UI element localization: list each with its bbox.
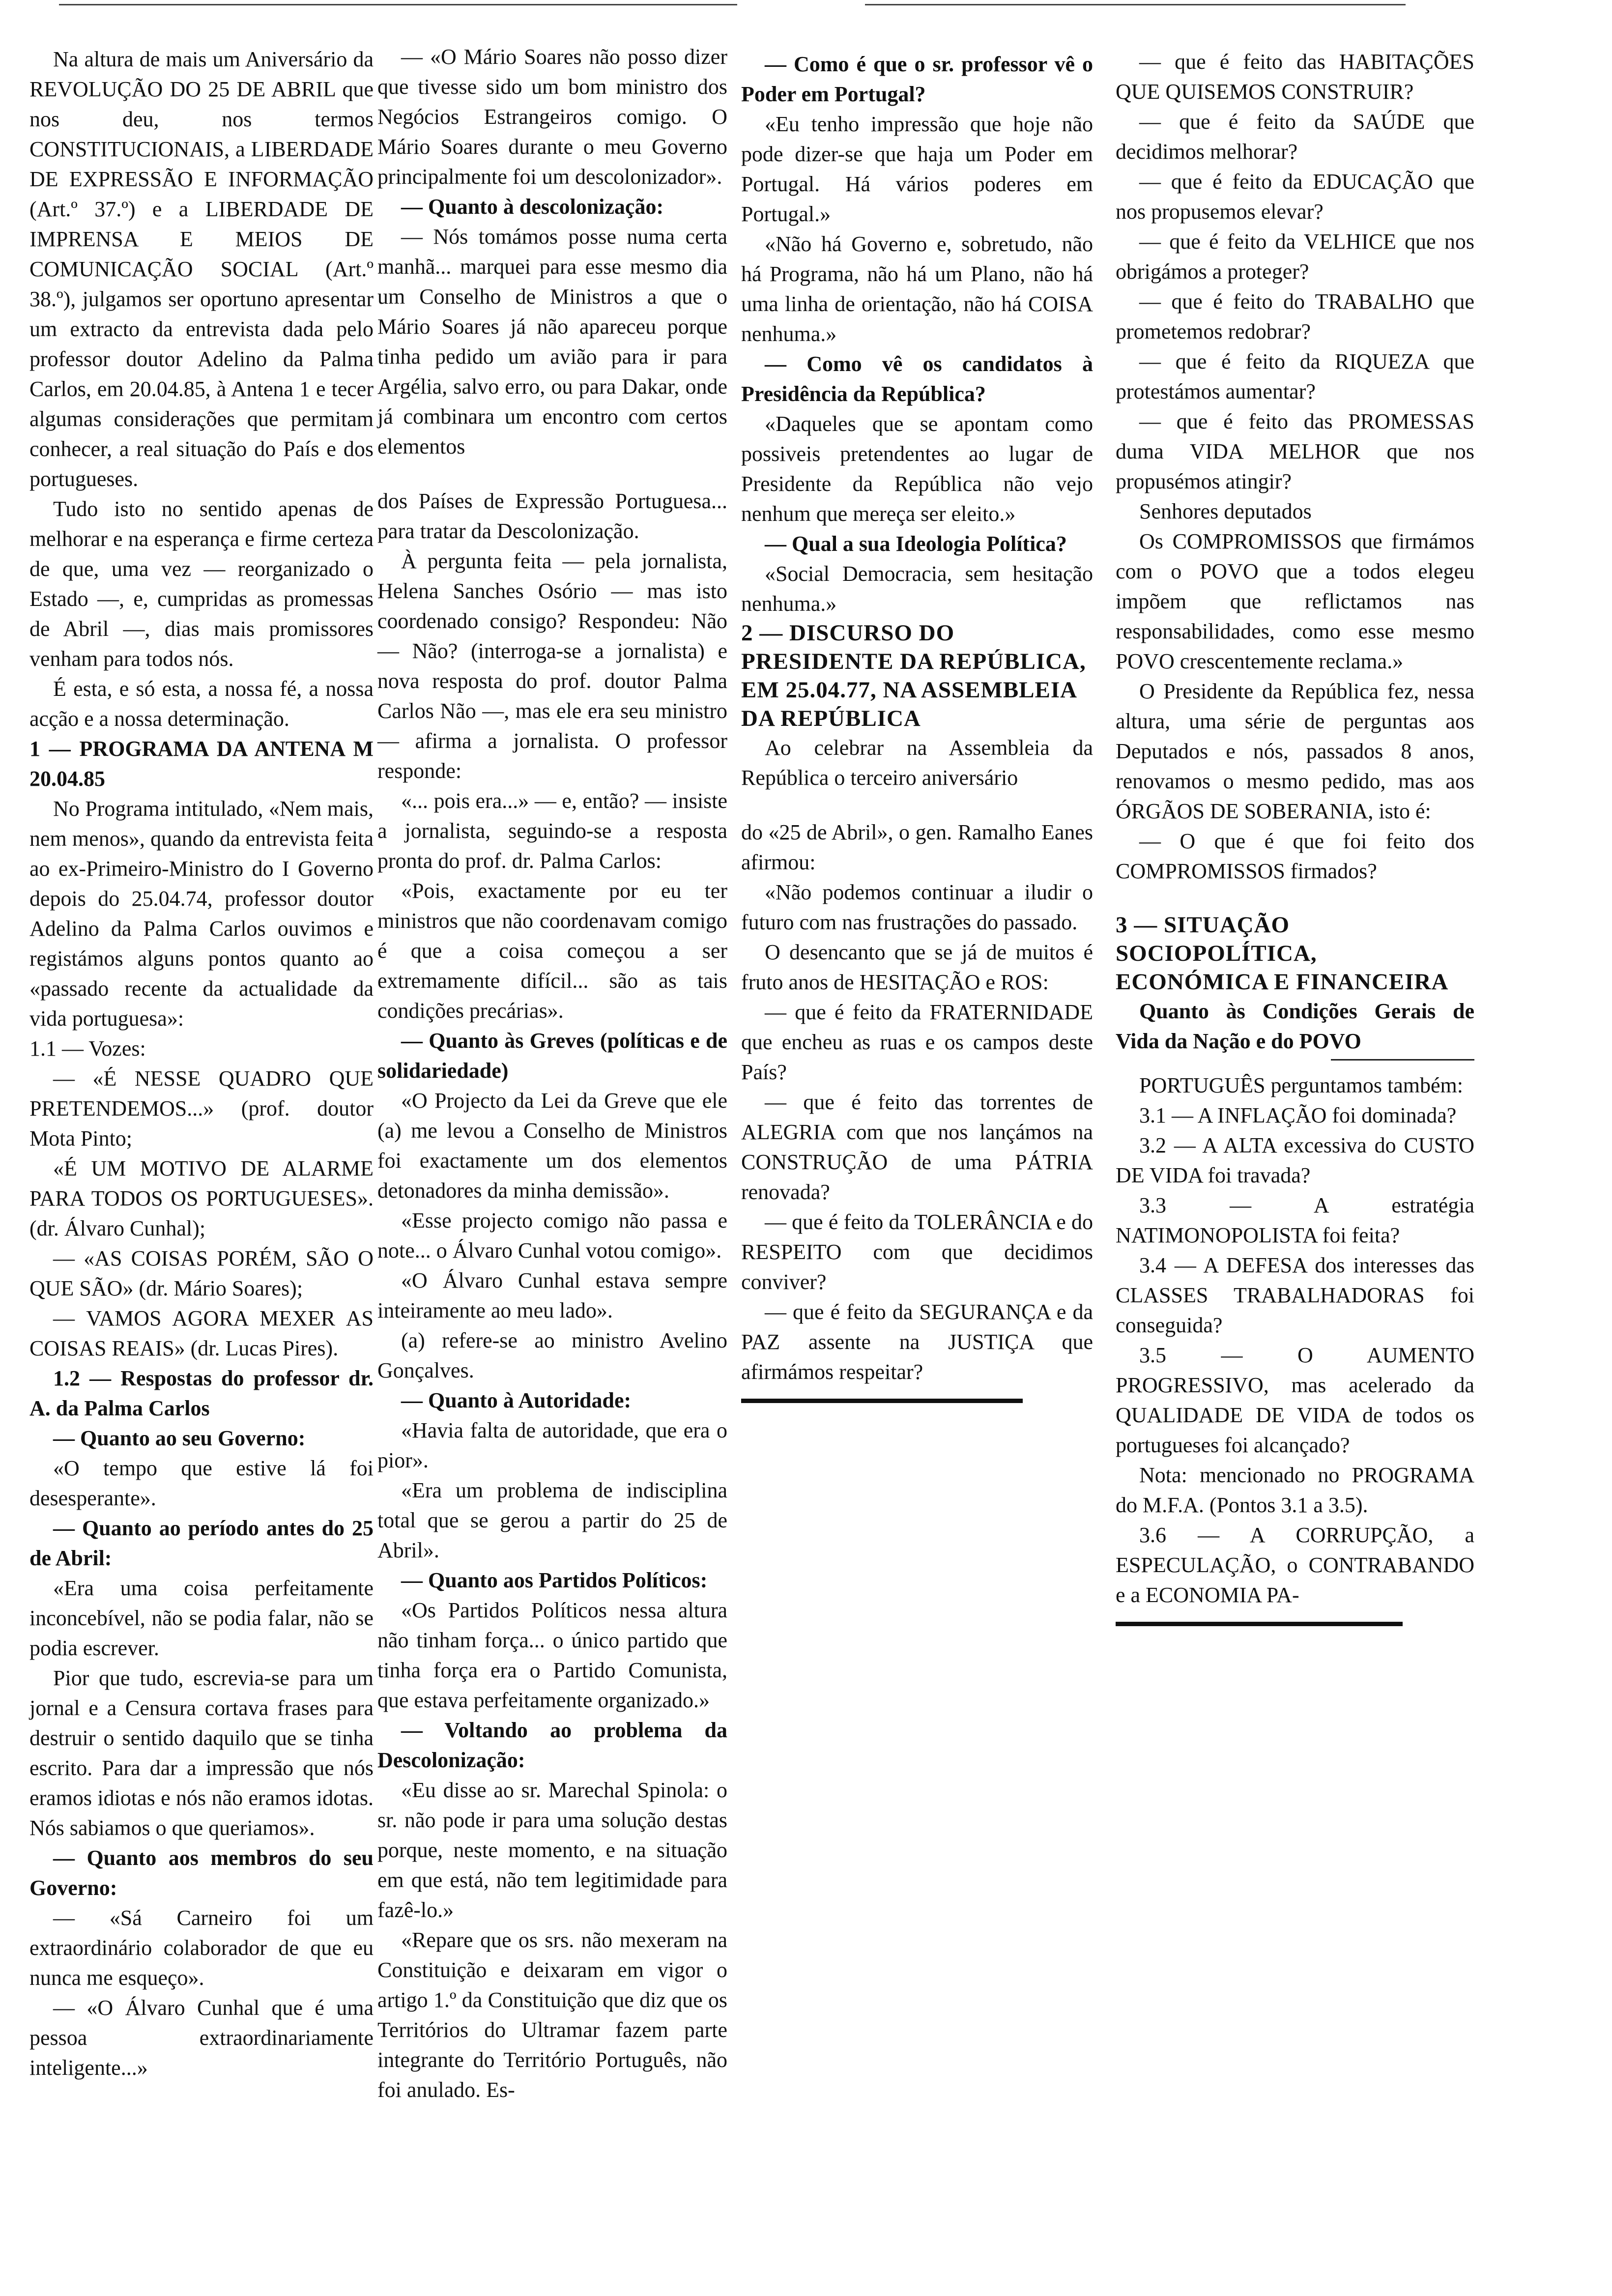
paragraph: — Nós tomámos posse numa certa manhã... marquei para esse mesmo dia um Conselho de Ministros a que o Mário Soares já não apareceu porque tinha pedido um avião para ir para Argélia, salvo erro, ou para Dakar, onde já combinara um encontro com certos elementos bbox=[377, 225, 727, 459]
paragraph: — que é feito da SEGURANÇA e da PAZ assente na JUSTIÇA que afirmámos respeitar? bbox=[741, 1300, 1093, 1384]
paragraph: — «Sá Carneiro foi um extraordinário colaborador de que eu nunca me esqueço». bbox=[29, 1906, 374, 1990]
paragraph: «Social Democracia, sem hesitação nenhuma.» bbox=[741, 562, 1093, 616]
paragraph: 3.4 — A DEFESA dos interesses das CLASSES TRABALHADORAS foi conseguida? bbox=[1116, 1253, 1474, 1337]
column-3 bbox=[741, 49, 1093, 1415]
column-rule bbox=[741, 1399, 1023, 1403]
subheading: 1 — PROGRAMA DA ANTENA M 20.04.85 bbox=[29, 737, 374, 791]
paragraph: É esta, e só esta, a nossa fé, a nossa acção e a nossa determinação. bbox=[29, 677, 374, 731]
subheading: — Quanto aos Partidos Políticos: bbox=[401, 1568, 708, 1592]
paragraph: Os COMPROMISSOS que firmámos com o POVO que a todos elegeu impõem que reflictamos nas responsabilidades, como esse mesmo POVO crescentemente reclama.» bbox=[1116, 529, 1474, 673]
paragraph: O Presidente da República fez, nessa altura, uma série de perguntas aos Deputados e nós, passados 8 anos, renovamos o mesmo pedido, mas aos ÓRGÃOS DE SOBERANIA, isto é: bbox=[1116, 679, 1474, 823]
paragraph: «Eu tenho impressão que hoje não pode dizer-se que haja um Poder em Portugal. Há vários poderes em Portugal.» bbox=[741, 112, 1093, 226]
paragraph: «Daqueles que se apontam como possiveis pretendentes ao lugar de Presidente da República não vejo nenhum que mereça ser eleito.» bbox=[741, 412, 1093, 526]
paragraph: «Pois, exactamente por eu ter ministros que não coordenavam comigo é que a coisa começou a ser extremamente difícil... são as tais condições precárias». bbox=[377, 879, 727, 1023]
paragraph: — que é feito das HABITAÇÕES QUE QUISEMOS CONSTRUIR? bbox=[1116, 50, 1474, 104]
section-heading: 2 — DISCURSO DO PRESIDENTE DA REPÚBLICA, EM 25.04.77, NA ASSEMBLEIA DA REPÚBLICA bbox=[741, 620, 1086, 731]
paragraph: «... pois era...» — e, então? — insiste a jornalista, seguindo-se a resposta pronta do prof. dr. Palma Carlos: bbox=[377, 789, 727, 873]
paragraph: Senhores deputados bbox=[1139, 499, 1312, 523]
subheading: 1.2 — Respostas do professor dr. A. da Palma Carlos bbox=[29, 1366, 374, 1420]
paragraph: No Programa intitulado, «Nem mais, nem menos», quando da entrevista feita ao ex-Primeiro-Ministro do I Governo depois do 25.04.74, professor doutor Adelino da Palma Carlos ouvimos e registámos alguns pontos quanto ao «passado recente da actualidade da vida portuguesa»: bbox=[29, 797, 374, 1031]
paragraph: «O Projecto da Lei da Greve que ele (a) me levou a Conselho de Ministros foi exactamente um dos elementos detonadores da minha demissão». bbox=[377, 1089, 727, 1203]
paragraph: do «25 de Abril», o gen. Ramalho Eanes afirmou: bbox=[741, 820, 1093, 874]
paragraph: 3.3 — A estratégia NATIMONOPOLISTA foi feita? bbox=[1116, 1193, 1474, 1247]
spacer bbox=[377, 461, 727, 486]
column-2 bbox=[377, 42, 727, 2105]
top-rule bbox=[865, 4, 1406, 5]
paragraph: «É UM MOTIVO DE ALARME PARA TODOS OS PORTUGUESES». (dr. Álvaro Cunhal); bbox=[29, 1156, 374, 1240]
column-rule bbox=[1116, 1622, 1403, 1626]
paragraph: PORTUGUÊS perguntamos também: bbox=[1139, 1073, 1463, 1097]
column-rule bbox=[1331, 1059, 1474, 1061]
paragraph: Pior que tudo, escrevia-se para um jornal e a Censura cortava frases para destruir o sentido daquilo que se tinha escrito. Para dar a impressão que nós eramos idiotas e nós não eramos idotas. Nós sabiamos o que queriamos». bbox=[29, 1666, 374, 1840]
paragraph: Tudo isto no sentido apenas de melhorar e na esperança e firme certeza de que, uma vez — reorganizado o Estado —, e, cumpridas as promessas de Abril —, dias mais promissores venham para todos nós. bbox=[29, 497, 374, 671]
subheading: — Como vê os candidatos à Presidência da República? bbox=[741, 352, 1093, 406]
paragraph: 3.5 — O AUMENTO PROGRESSIVO, mas acelerado da QUALIDADE DE VIDA de todos os portugueses foi alcançado? bbox=[1116, 1343, 1474, 1457]
paragraph: À pergunta feita — pela jornalista, Helena Sanches Osório — mas isto coordenado consigo? Respondeu: Não — Não? (interroga-se a jornalista) e nova resposta do prof. doutor Palma Carlos Não —, mas ele era seu ministro — afirma a jornalista. O professor responde: bbox=[377, 549, 727, 783]
paragraph: (a) refere-se ao ministro Avelino Gonçalves. bbox=[377, 1328, 727, 1382]
subheading: — Qual a sua Ideologia Política? bbox=[765, 532, 1067, 556]
column-1 bbox=[29, 44, 374, 2083]
paragraph: — «O Álvaro Cunhal que é uma pessoa extraordinariamente inteligente...» bbox=[29, 1996, 374, 2080]
subheading: — Como é que o sr. professor vê o Poder em Portugal? bbox=[741, 52, 1093, 106]
paragraph: «Não podemos continuar a iludir o futuro com nas frustrações do passado. bbox=[741, 880, 1093, 934]
paragraph: «Repare que os srs. não mexeram na Constituição e deixaram em vigor o artigo 1.º da Constituição que diz que os Territórios do Ultramar fazem parte integrante do Território Português, não foi anulado. Es- bbox=[377, 1928, 727, 2102]
paragraph: — «É NESSE QUADRO QUE PRETENDEMOS...» (prof. doutor Mota Pinto; bbox=[29, 1066, 374, 1150]
paragraph: 3.1 — A INFLAÇÃO foi dominada? bbox=[1139, 1103, 1457, 1127]
subheading: — Quanto ao seu Governo: bbox=[53, 1426, 306, 1450]
paragraph: «Era uma coisa perfeitamente inconcebível, não se podia falar, não se podia escrever. bbox=[29, 1576, 374, 1660]
spacer bbox=[1116, 886, 1474, 911]
subheading: Quanto às Condições Gerais de Vida da Nação e do POVO bbox=[1116, 999, 1474, 1053]
paragraph: 1.1 — Vozes: bbox=[29, 1036, 146, 1061]
paragraph: «Esse projecto comigo não passa e note... o Álvaro Cunhal votou comigo». bbox=[377, 1208, 727, 1263]
paragraph: Ao celebrar na Assembleia da República o terceiro aniversário bbox=[741, 736, 1093, 790]
paragraph: — «AS COISAS PORÉM, SÃO O QUE SÃO» (dr. Mário Soares); bbox=[29, 1246, 374, 1300]
paragraph: — que é feito da RIQUEZA que protestámos aumentar? bbox=[1116, 349, 1474, 403]
paragraph: — que é feito das torrentes de ALEGRIA com que nos lançámos na CONSTRUÇÃO de uma PÁTRIA renovada? bbox=[741, 1090, 1093, 1204]
paragraph: dos Países de Expressão Portuguesa... para tratar da Descolonização. bbox=[377, 489, 727, 543]
paragraph: 3.2 — A ALTA excessiva do CUSTO DE VIDA foi travada? bbox=[1116, 1133, 1474, 1187]
subheading: — Quanto às Greves (políticas e de solidariedade) bbox=[377, 1029, 727, 1083]
subheading: — Quanto à descolonização: bbox=[401, 195, 664, 219]
subheading: — Quanto à Autoridade: bbox=[401, 1388, 632, 1412]
paragraph: Nota: mencionado no PROGRAMA do M.F.A. (Pontos 3.1 a 3.5). bbox=[1116, 1463, 1474, 1517]
subheading: — Quanto ao período antes do 25 de Abril: bbox=[29, 1516, 374, 1570]
paragraph: 3.6 — A CORRUPÇÃO, a ESPECULAÇÃO, o CONTRABANDO e a ECONOMIA PA- bbox=[1116, 1523, 1474, 1607]
paragraph: — «O Mário Soares não posso dizer que tivesse sido um bom ministro dos Negócios Estrangeiros comigo. O Mário Soares durante o meu Governo principalmente foi um descolonizador». bbox=[377, 45, 727, 189]
paragraph: — que é feito da SAÚDE que decidimos melhorar? bbox=[1116, 110, 1474, 164]
paragraph: «Havia falta de autoridade, que era o pior». bbox=[377, 1418, 727, 1472]
paragraph: — que é feito do TRABALHO que prometemos redobrar? bbox=[1116, 289, 1474, 344]
paragraph: — que é feito das PROMESSAS duma VIDA MELHOR que nos propusémos atingir? bbox=[1116, 409, 1474, 493]
paragraph: — que é feito da FRATERNIDADE que encheu as ruas e os campos deste País? bbox=[741, 1000, 1093, 1084]
paragraph: «Era um problema de indisciplina total que se gerou a partir do 25 de Abril». bbox=[377, 1478, 727, 1562]
paragraph: Na altura de mais um Aniversário da REVOLUÇÃO DO 25 DE ABRIL que nos deu, nos termos CONSTITUCIONAIS, a LIBERDADE DE EXPRESSÃO E INFORMAÇÃO (Art.º 37.º) e a LIBERDADE DE IMPRENSA E MEIOS DE COMUNICAÇÃO SOCIAL (Art.º 38.º), julgamos ser oportuno apresentar um extracto da entrevista dada pelo professor doutor Adelino da Palma Carlos, em 20.04.85, à Antena 1 e tecer algumas considerações que permitam conhecer, a real situação do País e dos portugueses. bbox=[29, 47, 374, 491]
paragraph: «O tempo que estive lá foi desesperante». bbox=[29, 1456, 374, 1510]
column-4 bbox=[1116, 47, 1474, 1638]
paragraph: O desencanto que se já de muitos é fruto anos de HESITAÇÃO e ROS: bbox=[741, 940, 1093, 994]
paragraph: — O que é que foi feito dos COMPROMISSOS firmados? bbox=[1116, 829, 1474, 883]
paragraph: — que é feito da TOLERÂNCIA e do RESPEITO com que decidimos conviver? bbox=[741, 1210, 1093, 1294]
subheading: — Quanto aos membros do seu Governo: bbox=[29, 1846, 374, 1900]
paragraph: — que é feito da EDUCAÇÃO que nos propusemos elevar? bbox=[1116, 170, 1474, 224]
spacer bbox=[741, 793, 1093, 817]
top-rule bbox=[59, 4, 737, 5]
subheading: — Voltando ao problema da Descolonização: bbox=[377, 1718, 727, 1772]
paragraph: «Não há Governo e, sobretudo, não há Programa, não há um Plano, não há uma linha de orientação, não há COISA nenhuma.» bbox=[741, 232, 1093, 346]
paragraph: — que é feito da VELHICE que nos obrigámos a proteger? bbox=[1116, 230, 1474, 284]
paragraph: — VAMOS AGORA MEXER AS COISAS REAIS» (dr. Lucas Pires). bbox=[29, 1306, 374, 1360]
section-heading: 3 — SITUAÇÃO SOCIOPOLÍTICA, ECONÓMICA E FINANCEIRA bbox=[1116, 912, 1449, 995]
paragraph: «Os Partidos Políticos nessa altura não tinham força... o único partido que tinha força era o Partido Comunista, que estava perfeitamente organizado.» bbox=[377, 1598, 727, 1712]
paragraph: «Eu disse ao sr. Marechal Spinola: o sr. não pode ir para uma solução destas porque, neste momento, e na situação em que está, não tem legitimidade para fazê-lo.» bbox=[377, 1778, 727, 1922]
paragraph: «O Álvaro Cunhal estava sempre inteiramente ao meu lado». bbox=[377, 1268, 727, 1322]
